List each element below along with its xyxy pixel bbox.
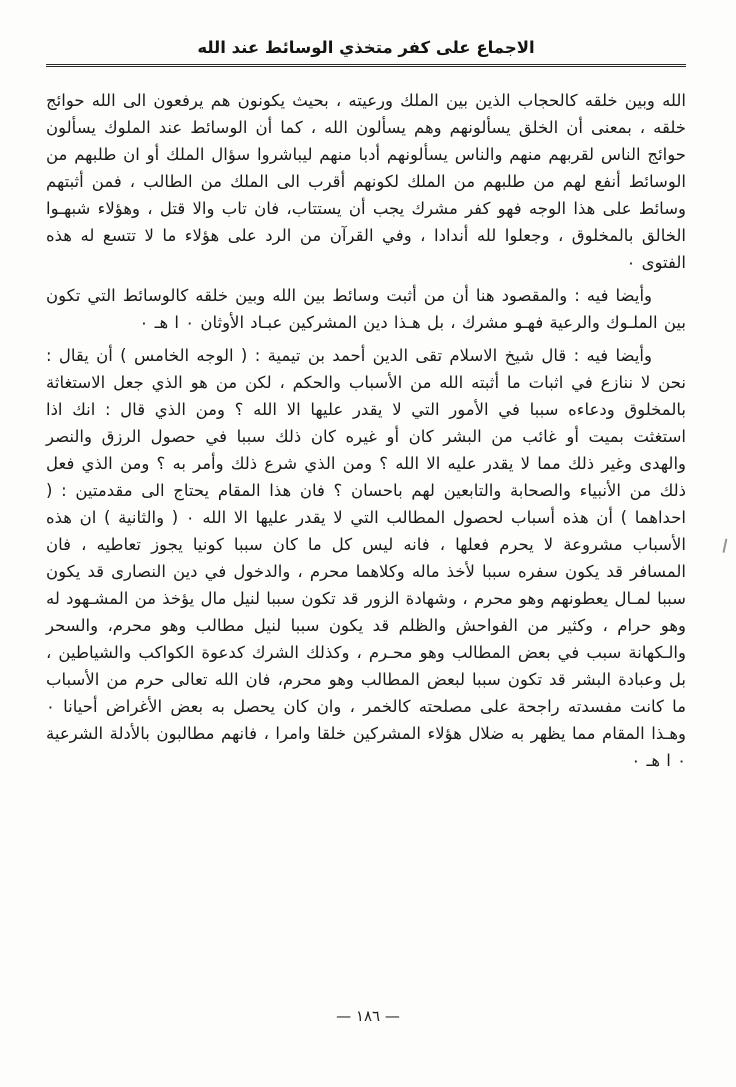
paragraph-2: وأيضا فيه : والمقصود هنا أن من أثبت وسائط بين الله وبين خلقه كالوسائط التي تكون بين الملـوك والرعية فهـو مشرك ، بل هـذا دين المشركين عبـاد الأوثان ٠ ا هـ ٠ — [46, 286, 686, 332]
paragraph-3: وأيضا فيه : قال شيخ الاسلام تقى الدين أحمد بن تيمية : ( الوجه الخامس ) أن يقال : نحن لا ننازع في اثبات ما أثبته الله من الأسباب والحكم ، لكن من هو الذي جعل الاستغاثة بالمخلوق ودعاءه سببا في الأمور التي لا يقدر عليها الا الله ؟ ومن الذي قال : انك اذا استغثت بميت أو غائب من البشر كان أو غيره كان ذلك سببا في حصول الرزق والنصر والهدى وغير ذلك مما لا يقدر عليه الا الله ؟ ومن الذي شرع ذلك وأمر به ؟ ومن الذي فعل ذلك من الأنبياء والصحابة والتابعين لهم باحسان ؟ فان هذا المقام يحتاج الى مقدمتين : ( احداهما ) أن هذه أسباب لحصول المطالب التي لا يقدر عليها الا الله ٠ ( والثانية ) ان هذه الأسباب مشروعة لا يحرم فعلها ، فانه ليس كل ما كان سببا كونيا يجوز تعاطيه ، فان المسافر قد يكون سفره سببا لأخذ ماله وكلاهما محرم ، والدخول في دين النصارى قد يكون سببا لمـال يعطونهم وهو محرم ، وشهادة الزور قد تكون سببا لنيل مال يؤخذ من المشـهود له وهو حرام ، وكثير من الفواحش والظلم قد يكون سببا لنيل مطالب وهو محرم، والسحر والـكهانة سبب في بعض المطالب وهو محـرم ، وكذلك الشرك كدعوة الكواكب والشياطين ، بل وعبادة البشر قد تكون سببا لبعض المطالب وهو محرم، فان الله تعالى حرم من الأسباب ما كانت مفسدته راجحة على مصلحته كالخمر ، وان كان يحصل به بعض الأغراض أحيانا ٠ وهـذا المقام مما يظهر به ضلال هؤلاء المشركين خلقا وامرا ، فانهم مطالبون بالأدلة الشرعية ٠ ا هـ ٠ — [46, 346, 687, 770]
page-header — [46, 38, 686, 67]
running-head-title: الاجماع على كفر متخذي الوسائط عند الله — [197, 38, 535, 57]
page-number: — ١٨٦ — — [336, 1007, 400, 1025]
page-body — [46, 87, 686, 774]
header-divider — [46, 64, 686, 67]
page-footer — [0, 1007, 736, 1025]
paragraph-1: الله وبين خلقه كالحجاب الذين بين الملك ورعيته ، بحيث يكونون هم يرفعون الى الله حوائج خلقه ، بمعنى أن الخلق يسألونهم وهم يسألون الله ، كما أن الوسائط عند الملوك يسألون حوائج الناس لقربهم منهم والناس يسألونهم أدبا منهم ليباشروا سؤال الملك أو ان طلبهم من الوسائط أنفع لهم من طلبهم من الملك لكونهم أقرب الى الملك من الطالب ، فمن أثبتهم وسائط على هذا الوجه فهو كفر مشرك يجب أن يستتاب، فان تاب والا قتل ، وهؤلاء شبهـوا الخالق بالمخلوق ، وجعلوا لله أندادا ، وفي القرآن من الرد على هؤلاء ما لا تتسع له هذه الفتوى ٠ — [46, 91, 686, 272]
scan-artifact-mark — [716, 537, 728, 553]
